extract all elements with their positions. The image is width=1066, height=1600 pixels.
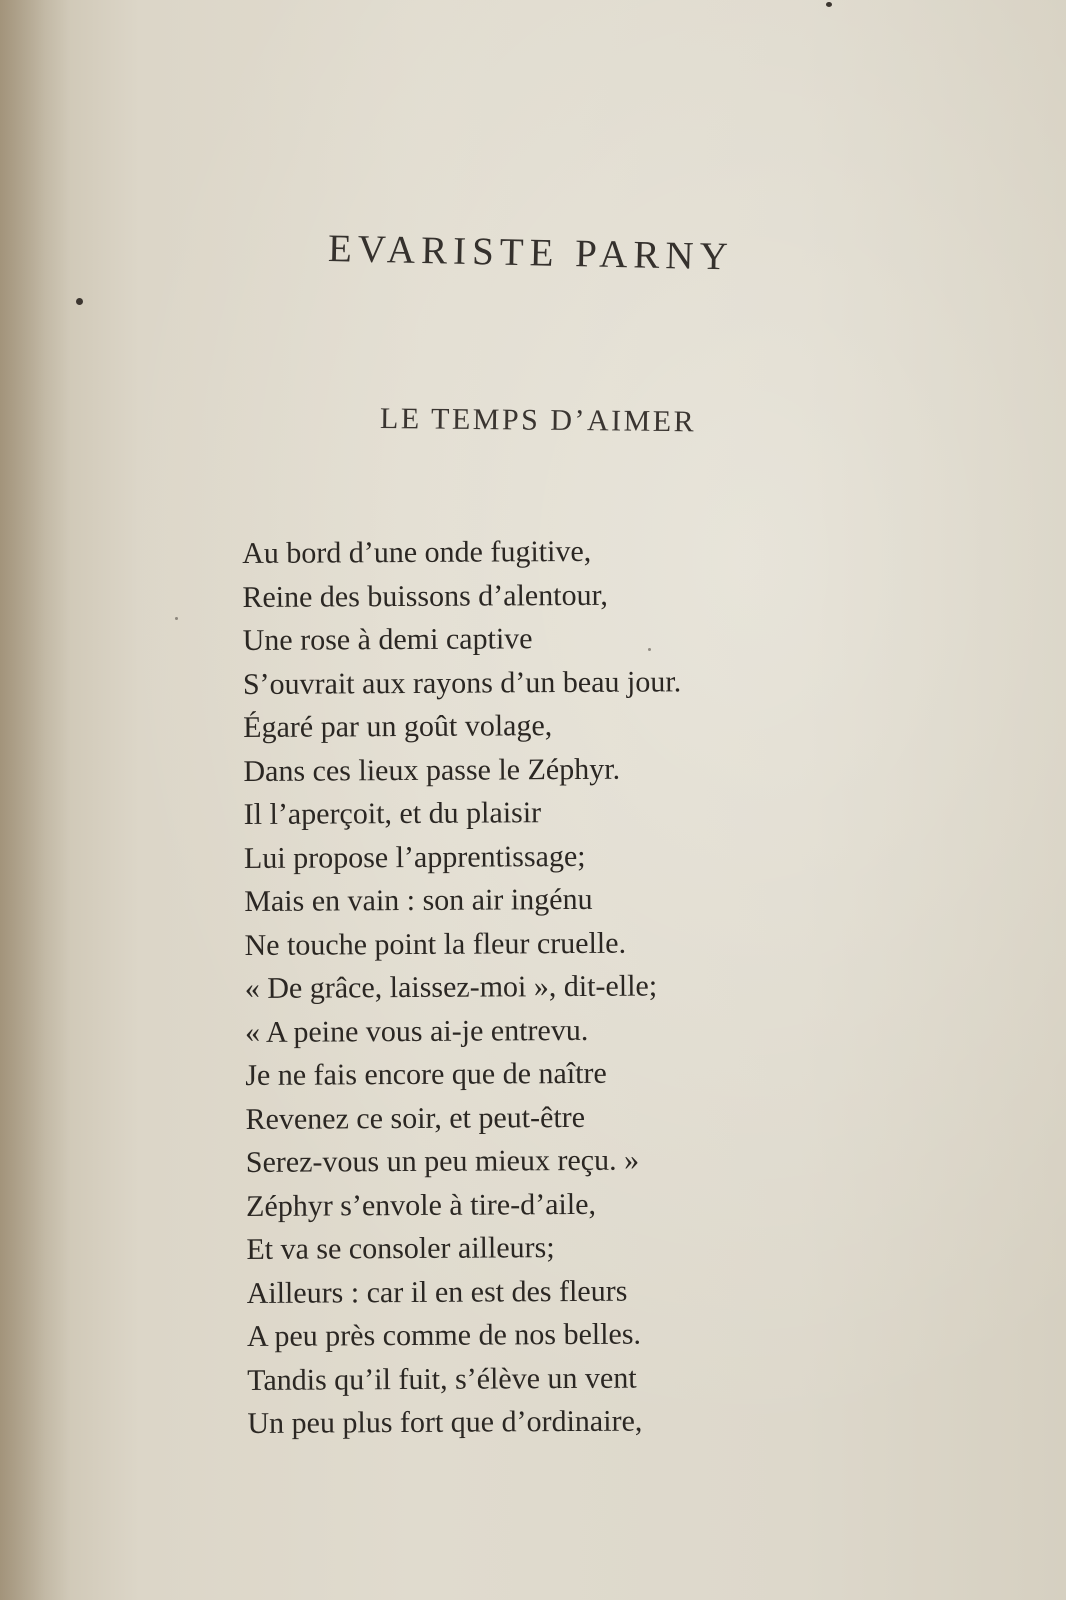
poem-line: Revenez ce soir, et peut-être xyxy=(245,1100,586,1136)
poem-title: LE TEMPS D’AIMER xyxy=(379,402,697,439)
poem-line: S’ouvrait aux rayons d’un beau jour. xyxy=(242,664,682,701)
poem-line: Un peu plus fort que d’ordinaire, xyxy=(247,1404,643,1440)
poem-line: Zéphyr s’envole à tire-d’aile, xyxy=(246,1187,597,1223)
poem-line: Reine des buissons d’alentour, xyxy=(242,578,608,614)
poem-line: Lui propose l’apprentissage; xyxy=(243,839,586,875)
poem-line: Tandis qu’il fuit, s’élève un vent xyxy=(247,1361,637,1397)
poem-line: Au bord d’une onde fugitive, xyxy=(242,534,592,570)
poem-line: Ne touche point la fleur cruelle. xyxy=(244,926,627,962)
poem-line: Dans ces lieux passe le Zéphyr. xyxy=(243,752,621,788)
poem-line: Une rose à demi captive xyxy=(242,622,533,657)
poem-text xyxy=(242,529,686,1445)
poem-line: Ailleurs : car il en est des fleurs xyxy=(246,1274,628,1310)
poem-line: Je ne fais encore que de naître xyxy=(245,1056,607,1092)
poem-line: Il l’aperçoit, et du plaisir xyxy=(243,796,542,831)
paper-speck xyxy=(826,2,832,7)
poem-line: Et va se consoler ailleurs; xyxy=(246,1231,555,1266)
poem-line: Serez-vous un peu mieux reçu. » xyxy=(245,1143,640,1179)
author-name: EVARISTE PARNY xyxy=(327,227,735,279)
paper-speck xyxy=(175,617,178,620)
paper-speck xyxy=(76,298,83,305)
poem-line: « A peine vous ai-je entrevu. xyxy=(244,1013,589,1049)
poem-line: A peu près comme de nos belles. xyxy=(246,1317,642,1353)
page-gutter-shadow xyxy=(0,0,70,1600)
poem-line: « De grâce, laissez-moi », dit-elle; xyxy=(244,969,658,1005)
poem-line: Mais en vain : son air ingénu xyxy=(244,882,593,918)
poem-line: Égaré par un goût volage, xyxy=(243,709,553,744)
